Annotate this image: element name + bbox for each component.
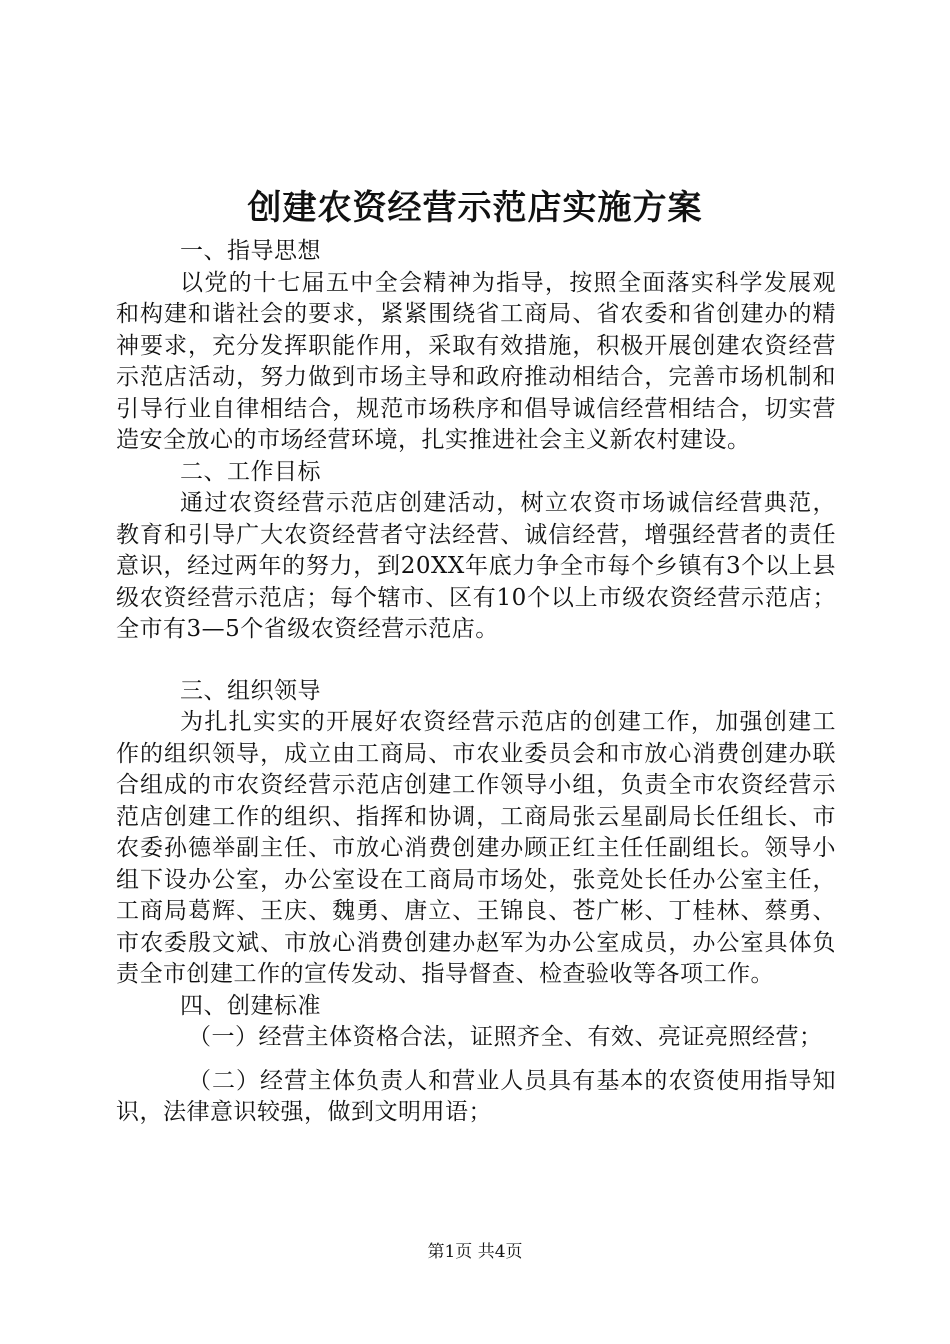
section-heading-guiding-ideology: 一、指导思想 (180, 238, 321, 264)
paragraph-spacer (116, 646, 836, 676)
section-paragraph: 以党的十七届五中全会精神为指导，按照全面落实科学发展观和构建和谐社会的要求，紧紧围绕省工商局、省农委和省创建办的精神要求，充分发挥职能作用，采取有效措施，积极开展创建农资经营示范店活动，努力做到市场主导和政府推动相结合，完善市场机制和引导行业自律相结合，规范市场秩序和倡导诚信经营相结合，切实营造安全放心的市场经营环境，扎实推进社会主义新农村建设。 (116, 269, 836, 453)
document-title: 创建农资经营示范店实施方案 (247, 188, 703, 228)
standard-item: （一）经营主体资格合法，证照齐全、有效、亮证亮照经营； (188, 1024, 823, 1050)
section-paragraph: 为扎扎实实的开展好农资经营示范店的创建工作，加强创建工作的组织领导，成立由工商局、市农业委员会和市放心消费创建办联合组成的市农资经营示范店创建工作领导小组，负责全市农资经营示范店创建工作的组织、指挥和协调，工商局张云星副局长任组长、市农委孙德举副主任、市放心消费创建办顾正红主任任副组长。领导小组下设办公室，办公室设在工商局市场处，张竞处长任办公室主任，工商局葛辉、王庆、魏勇、唐立、王锦良、苍广彬、丁桂林、蔡勇、市农委殷文斌、市放心消费创建办赵军为办公室成员，办公室具体负责全市创建工作的宣传发动、指导督查、检查验收等各项工作。 (116, 709, 836, 987)
section-heading-organization: 三、组织领导 (180, 677, 321, 704)
paragraph-spacer (116, 1054, 836, 1066)
page-footer: 第1页 共4页 (427, 1242, 523, 1262)
section-heading-standards: 四、创建标准 (180, 992, 321, 1019)
document-body (116, 236, 836, 1129)
section-paragraph: 通过农资经营示范店创建活动，树立农资市场诚信经营典范，教育和引导广大农资经营者守法经营、诚信经营，增强经营者的责任意识，经过两年的努力，到20XX年底力争全市每个乡镇有3个以上县级农资经营示范店；每个辖市、区有10个以上市级农资经营示范店；全市有3—5个省级农资经营示范店。 (116, 490, 836, 642)
standard-item: （二）经营主体负责人和营业人员具有基本的农资使用指导知识，法律意识较强，做到文明用语； (116, 1067, 836, 1125)
section-heading-work-goals: 二、工作目标 (180, 458, 321, 485)
